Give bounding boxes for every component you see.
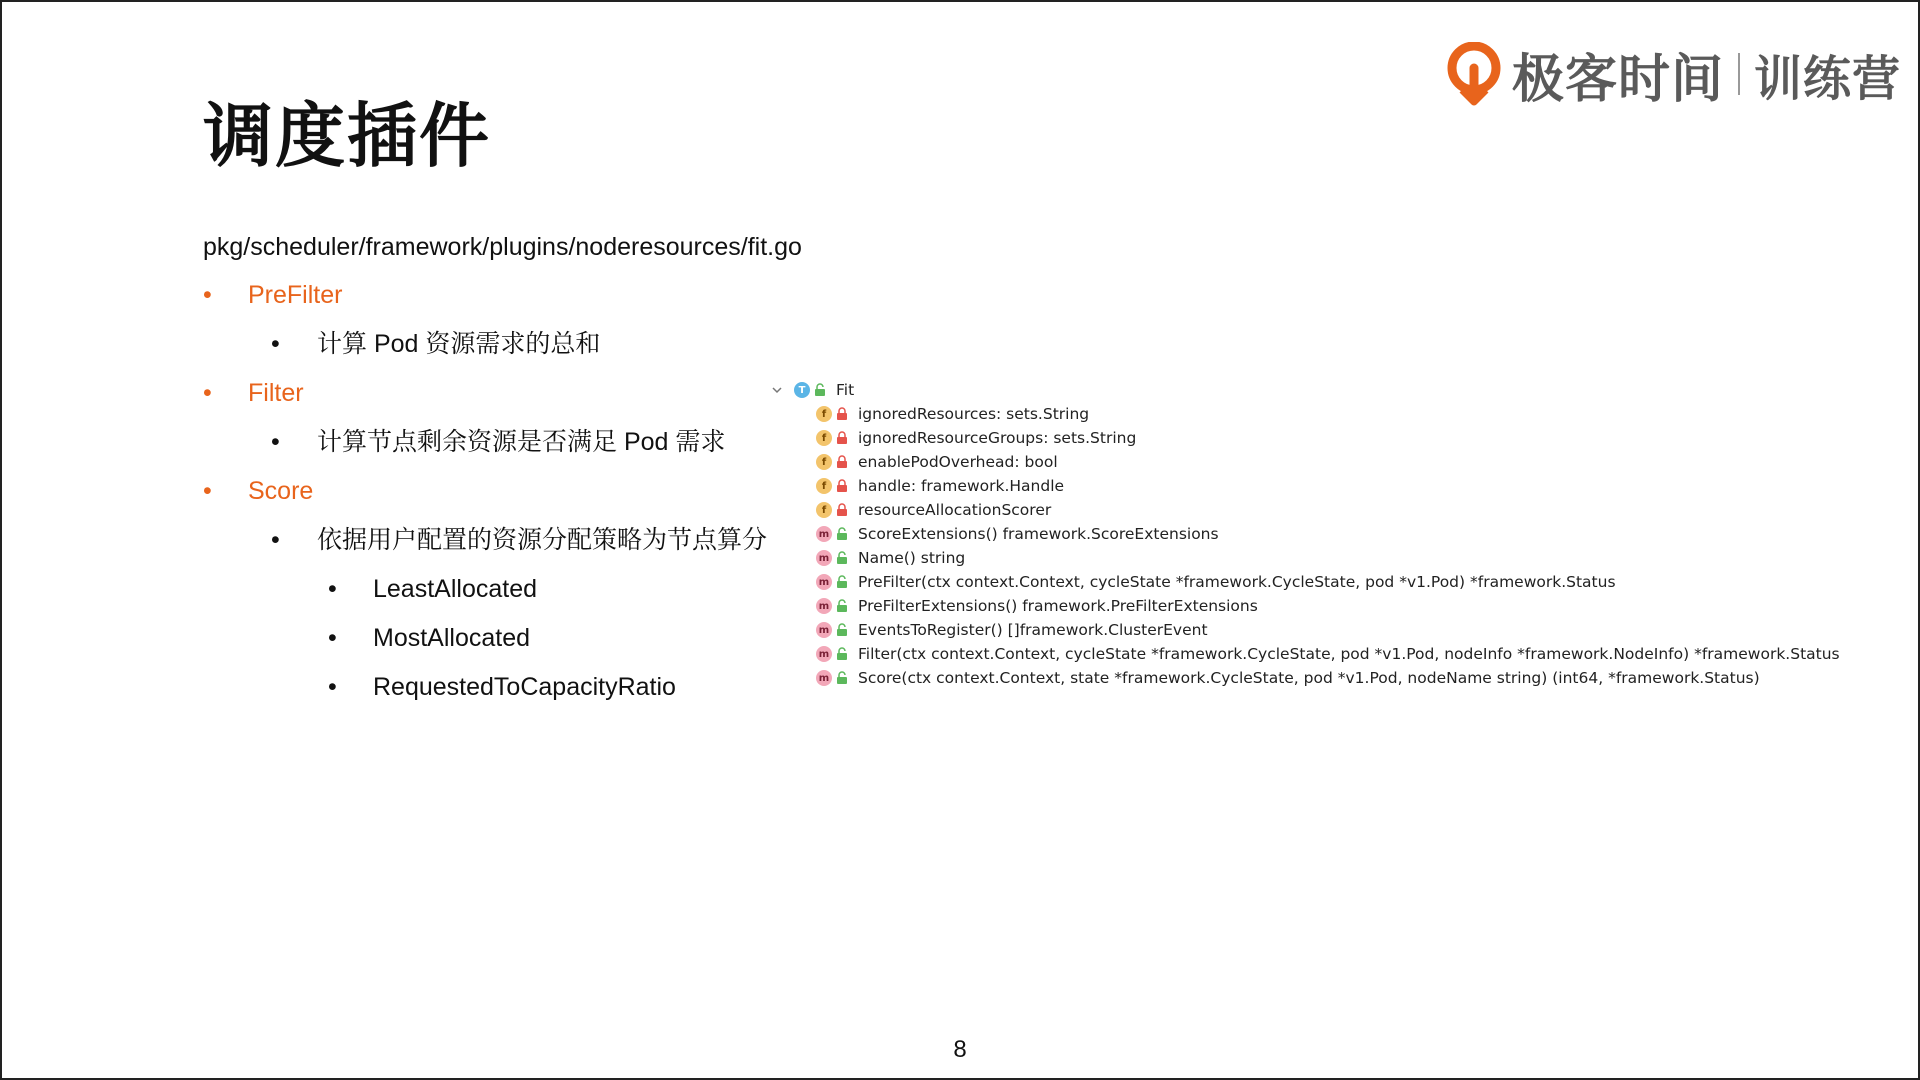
tree-method[interactable] [816, 594, 1258, 618]
field-badge-icon: f [816, 430, 832, 446]
chevron-down-icon[interactable] [770, 383, 784, 397]
field-badge-icon: f [816, 478, 832, 494]
member-signature: EventsToRegister() []framework.ClusterEvent [858, 621, 1208, 639]
member-signature: PreFilter(ctx context.Context, cycleState *framework.CycleState, pod *v1.Pod) *framework.Status [858, 573, 1616, 591]
tree-method[interactable] [816, 642, 1840, 666]
bullet-dot: • [271, 330, 280, 358]
member-signature: handle: framework.Handle [858, 477, 1065, 495]
field-badge-icon: f [816, 502, 832, 518]
unlock-icon [836, 575, 848, 589]
field-badge-icon: f [816, 406, 832, 422]
method-badge-icon: m [816, 622, 832, 638]
member-signature: ScoreExtensions() framework.ScoreExtensions [858, 525, 1219, 543]
tree-method[interactable] [816, 570, 1616, 594]
geektime-logo-icon [1446, 42, 1502, 106]
bullet-dot: • [328, 624, 337, 652]
lock-icon [836, 455, 848, 469]
brand-logo [1446, 40, 1901, 108]
tree-method[interactable] [816, 618, 1208, 642]
member-signature: PreFilterExtensions() framework.PreFilterExtensions [858, 597, 1258, 615]
bullet-dot: • [203, 281, 212, 309]
logo-sub-text: 训练营 [1754, 52, 1902, 106]
bullet-label: 计算节点剩余资源是否满足 Pod 需求 [317, 428, 726, 456]
field-badge-icon: f [816, 454, 832, 470]
tree-field[interactable] [816, 474, 1064, 498]
bullet-dot: • [271, 526, 280, 554]
member-signature: Name() string [858, 549, 966, 567]
unlock-icon [836, 647, 848, 661]
logo-brand-text: 极客时间 [1512, 50, 1725, 109]
lock-icon [836, 431, 848, 445]
unlock-icon [814, 383, 826, 397]
slide-title: 调度插件 [203, 97, 491, 175]
bullet-label: 计算 Pod 资源需求的总和 [317, 330, 601, 358]
method-badge-icon: m [816, 574, 832, 590]
member-signature: ignoredResources: sets.String [858, 405, 1090, 423]
tree-root-label: Fit [836, 381, 855, 399]
page-number: 8 [953, 1036, 967, 1063]
bullet-dot: • [328, 673, 337, 701]
member-signature: Score(ctx context.Context, state *framework.CycleState, pod *v1.Pod, nodeName string) (int64, *framework.Status) [858, 669, 1760, 687]
strategy-label: LeastAllocated [373, 575, 538, 603]
bullet-label: 依据用户配置的资源分配策略为节点算分 [317, 526, 768, 554]
strategy-label: RequestedToCapacityRatio [373, 673, 676, 701]
bullet-dot: • [203, 379, 212, 407]
tree-field[interactable] [816, 426, 1136, 450]
member-signature: enablePodOverhead: bool [858, 453, 1058, 471]
unlock-icon [836, 551, 848, 565]
logo-divider [1738, 53, 1740, 95]
method-badge-icon: m [816, 646, 832, 662]
tree-field[interactable] [816, 450, 1058, 474]
lock-icon [836, 503, 848, 517]
bullet-dot: • [328, 575, 337, 603]
lock-icon [836, 407, 848, 421]
tree-root-fit[interactable] [770, 378, 854, 402]
unlock-icon [836, 623, 848, 637]
tree-method[interactable] [816, 666, 1760, 690]
unlock-icon [836, 671, 848, 685]
bullet-dot: • [271, 428, 280, 456]
tree-method[interactable] [816, 522, 1219, 546]
tree-field[interactable] [816, 402, 1089, 426]
bullet-dot: • [203, 477, 212, 505]
member-signature: resourceAllocationScorer [858, 501, 1052, 519]
type-badge-icon: T [794, 382, 810, 398]
method-badge-icon: m [816, 670, 832, 686]
method-badge-icon: m [816, 526, 832, 542]
tree-field[interactable] [816, 498, 1051, 522]
bullet-label: Score [248, 477, 314, 505]
tree-method[interactable] [816, 546, 965, 570]
method-badge-icon: m [816, 550, 832, 566]
strategy-label: MostAllocated [373, 624, 531, 652]
method-badge-icon: m [816, 598, 832, 614]
member-signature: ignoredResourceGroups: sets.String [858, 429, 1137, 447]
bullet-label: PreFilter [248, 281, 343, 309]
source-path: pkg/scheduler/framework/plugins/noderesources/fit.go [203, 233, 802, 261]
bullet-label: Filter [248, 379, 304, 407]
unlock-icon [836, 527, 848, 541]
lock-icon [836, 479, 848, 493]
member-signature: Filter(ctx context.Context, cycleState *framework.CycleState, pod *v1.Pod, nodeInfo *framework.NodeInfo) *framework.Status [858, 645, 1840, 663]
unlock-icon [836, 599, 848, 613]
